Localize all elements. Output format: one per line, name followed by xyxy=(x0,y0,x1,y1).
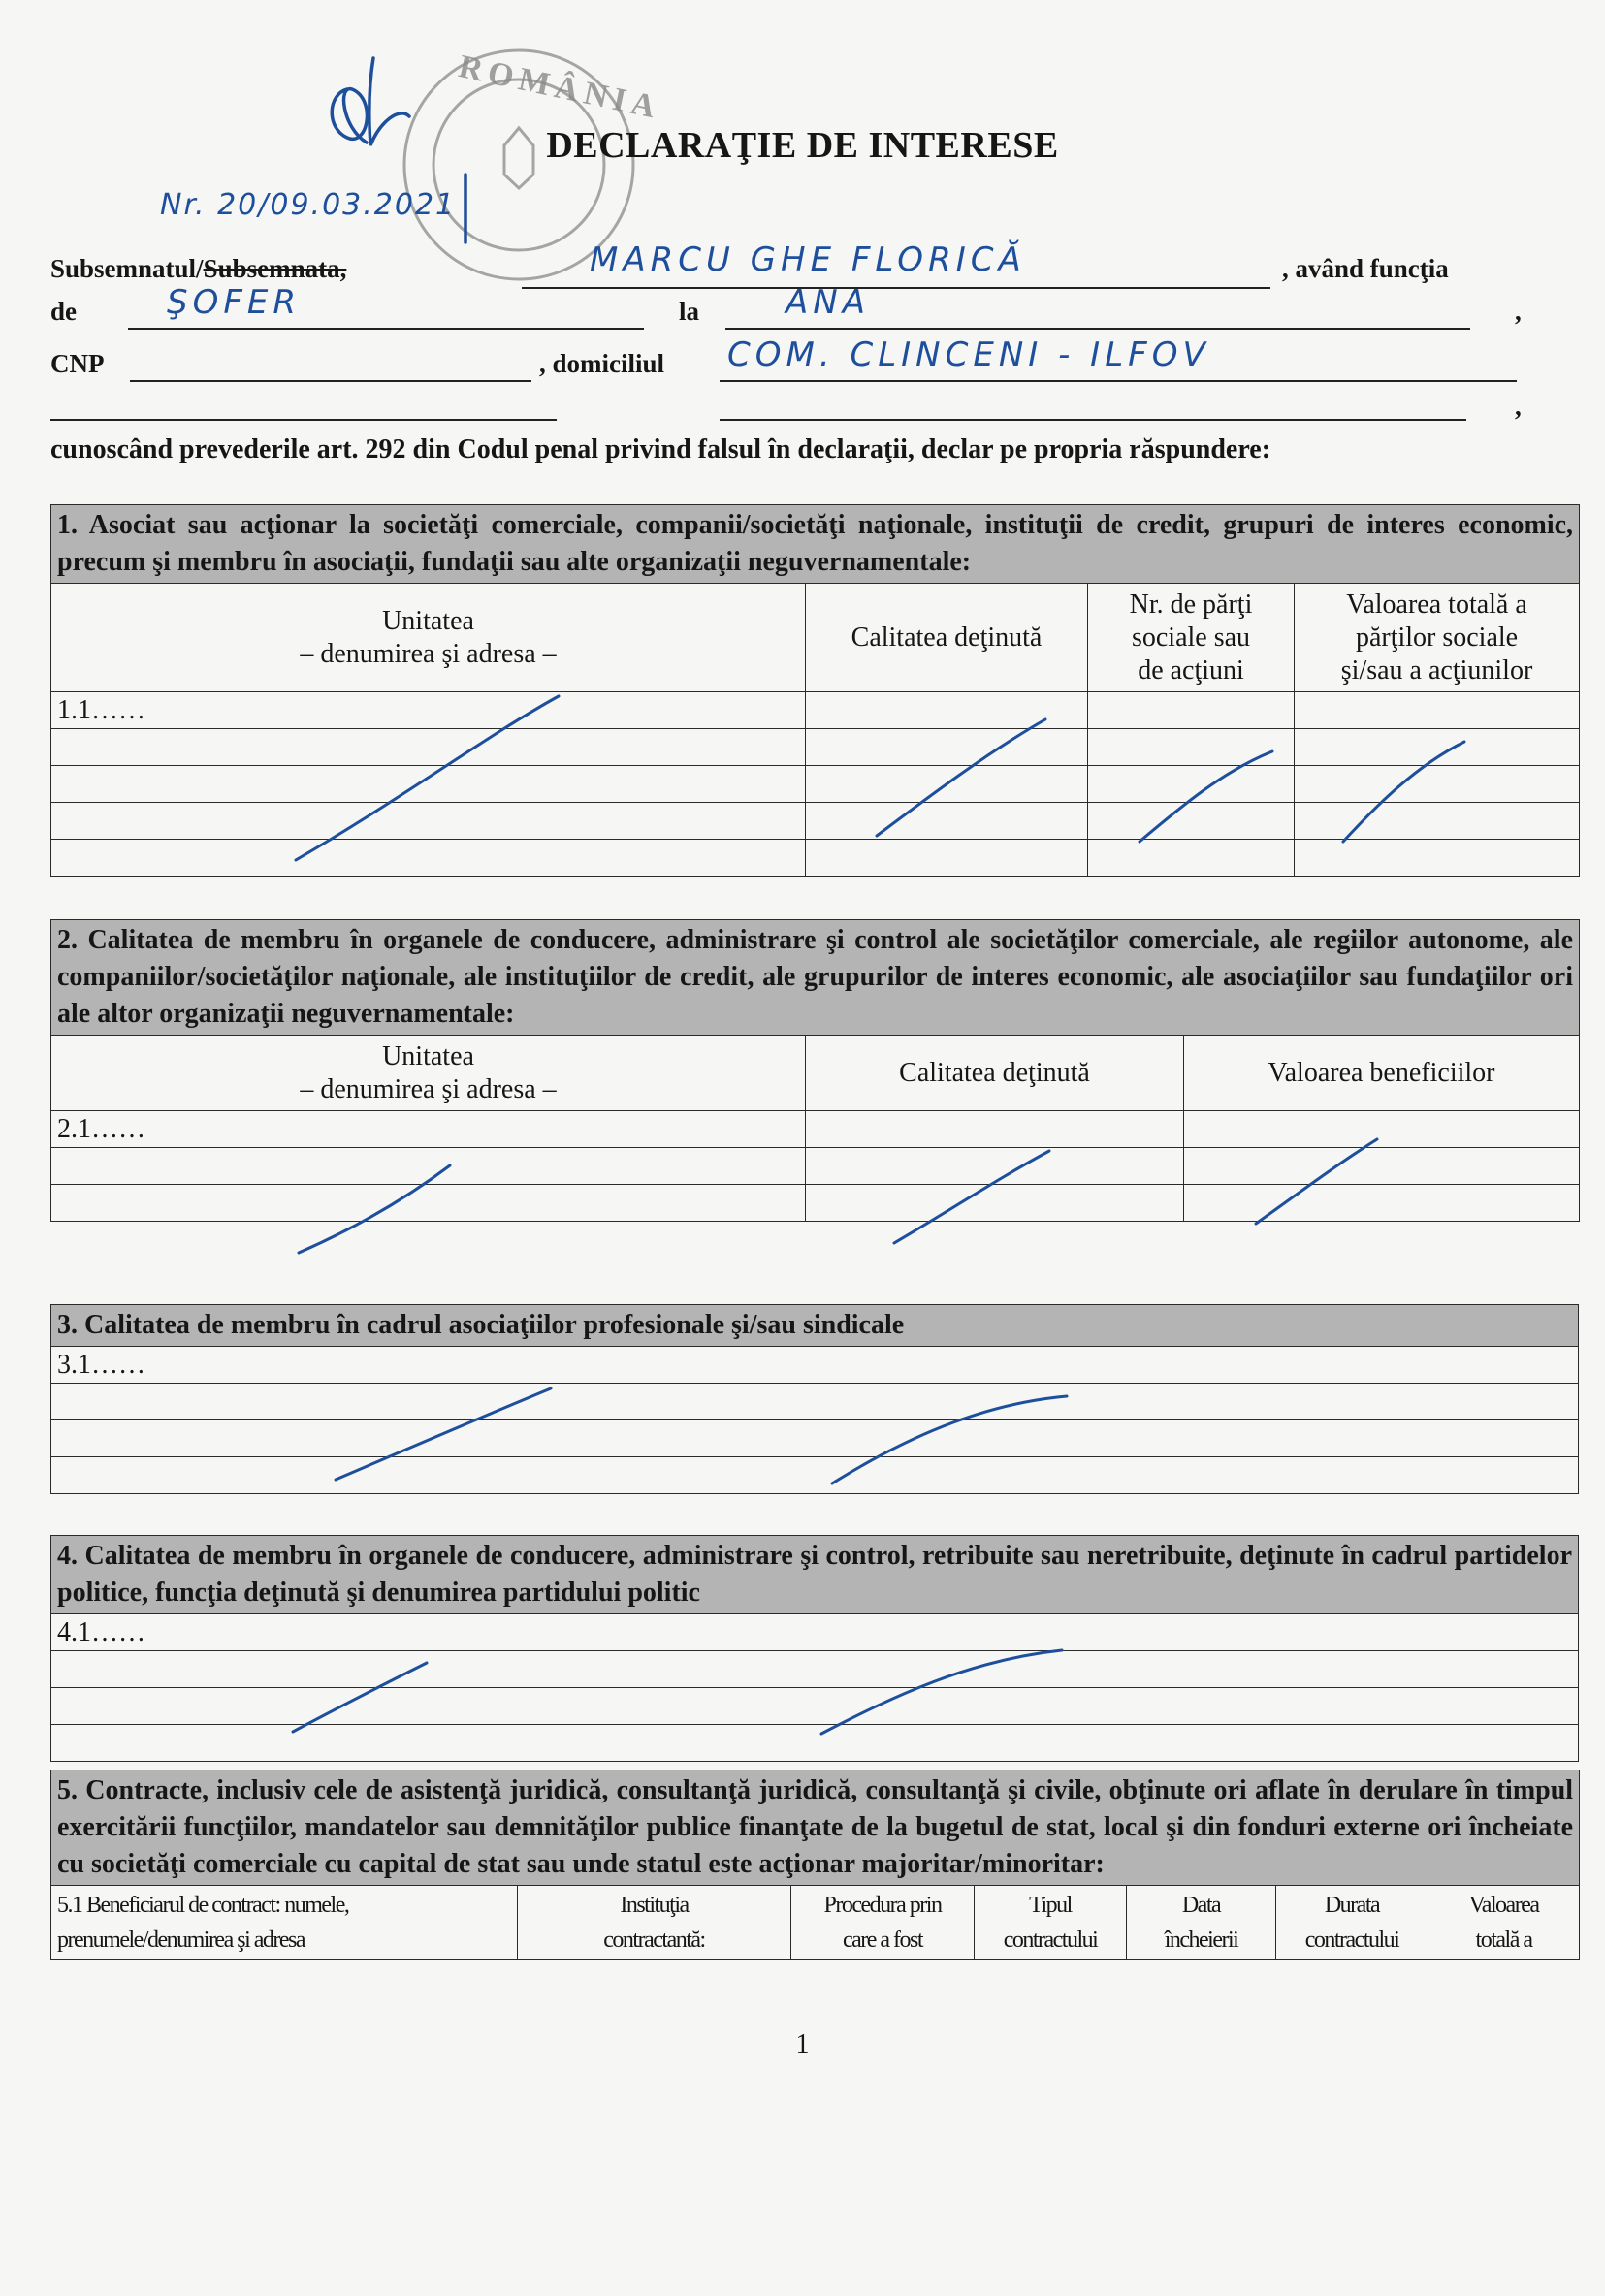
strike-line xyxy=(296,696,559,860)
declaration-text: cunoscând prevederile art. 292 din Codul penal privind falsul în declaraţii, declar pe propria răspundere: xyxy=(50,434,1271,464)
s5-col-beneficiar: 5.1 Beneficiarul de contract: numele, prenumele/denumirea şi adresa xyxy=(51,1886,518,1960)
strike-line xyxy=(336,1388,551,1480)
strike-line xyxy=(1343,742,1464,842)
s1-col-nr-parti: Nr. de părţi sociale sau de acţiuni xyxy=(1088,584,1295,692)
strike-line xyxy=(877,719,1045,836)
s5-col-institutia: Instituţia contractantă: xyxy=(518,1886,791,1960)
la-field[interactable]: ANA xyxy=(786,283,870,322)
s2-col-unitatea: Unitatea – denumirea şi adresa – xyxy=(51,1036,806,1111)
section-4-header: 4. Calitatea de membru în organele de conducere, administrare şi control, retribuite sau neretribuite, deţinute în cadrul partidelor politice, funcţia deţinută şi denumirea partidului politic xyxy=(51,1536,1579,1614)
s1-col-calitatea: Calitatea deţinută xyxy=(806,584,1088,692)
s1-col-valoarea: Valoarea totală a părţilor sociale şi/sau a acţiunilor xyxy=(1295,584,1580,692)
strike-line xyxy=(299,1165,450,1253)
page-number: 1 xyxy=(795,2029,810,2059)
domiciliul-field[interactable]: COM. CLINCENI - ILFOV xyxy=(727,335,1210,374)
name-field[interactable]: MARCU GHE FLORICĂ xyxy=(590,240,1026,279)
s1-row-label: 1.1…… xyxy=(51,692,806,729)
s3-row-label: 3.1…… xyxy=(51,1347,1579,1384)
strike-line xyxy=(1256,1139,1377,1224)
cnp-label: CNP xyxy=(50,349,105,378)
comma-1: , xyxy=(1515,297,1522,326)
comma-2: , xyxy=(1515,392,1522,421)
strike-line xyxy=(821,1650,1062,1734)
s2-row-label: 2.1…… xyxy=(51,1111,806,1148)
functia-field[interactable]: ŞOFER xyxy=(167,283,302,322)
s5-col-valoarea: Valoarea totală a xyxy=(1428,1886,1580,1960)
strike-line xyxy=(832,1396,1067,1483)
document-title: DECLARAŢIE DE INTERESE xyxy=(546,125,1059,166)
s5-col-durata: Durata contractului xyxy=(1276,1886,1428,1960)
s5-col-procedura: Procedura prin care a fost xyxy=(791,1886,975,1960)
registration-number: Nr. 20/09.03.2021 xyxy=(160,188,457,222)
s1-col-unitatea: Unitatea – denumirea şi adresa – xyxy=(51,584,806,692)
stamp-text: ROMÂNIA xyxy=(455,48,664,127)
domiciliul-label: , domiciliul xyxy=(539,349,665,378)
strike-line xyxy=(293,1663,427,1732)
s5-col-data: Data încheierii xyxy=(1127,1886,1276,1960)
de-label: de xyxy=(50,297,77,326)
section-1-header: 1. Asociat sau acţionar la societăţi comerciale, companii/societăţi naţionale, instituţii de credit, grupuri de interes economic, precum şi membru în asociaţii, fundaţii sau alte organizaţii neguvernamentale: xyxy=(51,505,1580,584)
s2-col-valoarea: Valoarea beneficiilor xyxy=(1184,1036,1580,1111)
section-5-header: 5. Contracte, inclusiv cele de asistenţă juridică, consultanţă juridică, consultanţă şi civile, obţinute ori aflate în derulare în timpul exercitării funcţiilor, mandatelor sau demnităţilor publice finanţate de la bugetul de stat, local şi din fonduri externe ori încheiate cu societăţi comerciale cu capital de stat sau unde statul este acţionar majoritar/minoritar: xyxy=(51,1770,1580,1886)
strike-line xyxy=(1140,751,1272,842)
s2-col-calitatea: Calitatea deţinută xyxy=(806,1036,1184,1111)
section-3-header: 3. Calitatea de membru în cadrul asociaţiilor profesionale şi/sau sindicale xyxy=(51,1305,1579,1347)
avand-functia-label: , având funcţia xyxy=(1282,254,1449,283)
section-2-header: 2. Calitatea de membru în organele de conducere, administrare şi control ale societăţilor comerciale, ale regiilor autonome, ale companiilor/societăţilor naţionale, ale instituţiilor de credit, ale grupurilor de interes economic, ale asociaţiilor sau fundaţiilor ori ale altor organizaţii neguvernamentale: xyxy=(51,920,1580,1036)
s4-row-label: 4.1…… xyxy=(51,1614,1579,1651)
la-label: la xyxy=(679,297,700,326)
s5-col-tipul: Tipul contractului xyxy=(975,1886,1127,1960)
subsemnatul-label: Subsemnatul/Subsemnata, xyxy=(50,254,347,283)
strike-line xyxy=(894,1151,1049,1243)
